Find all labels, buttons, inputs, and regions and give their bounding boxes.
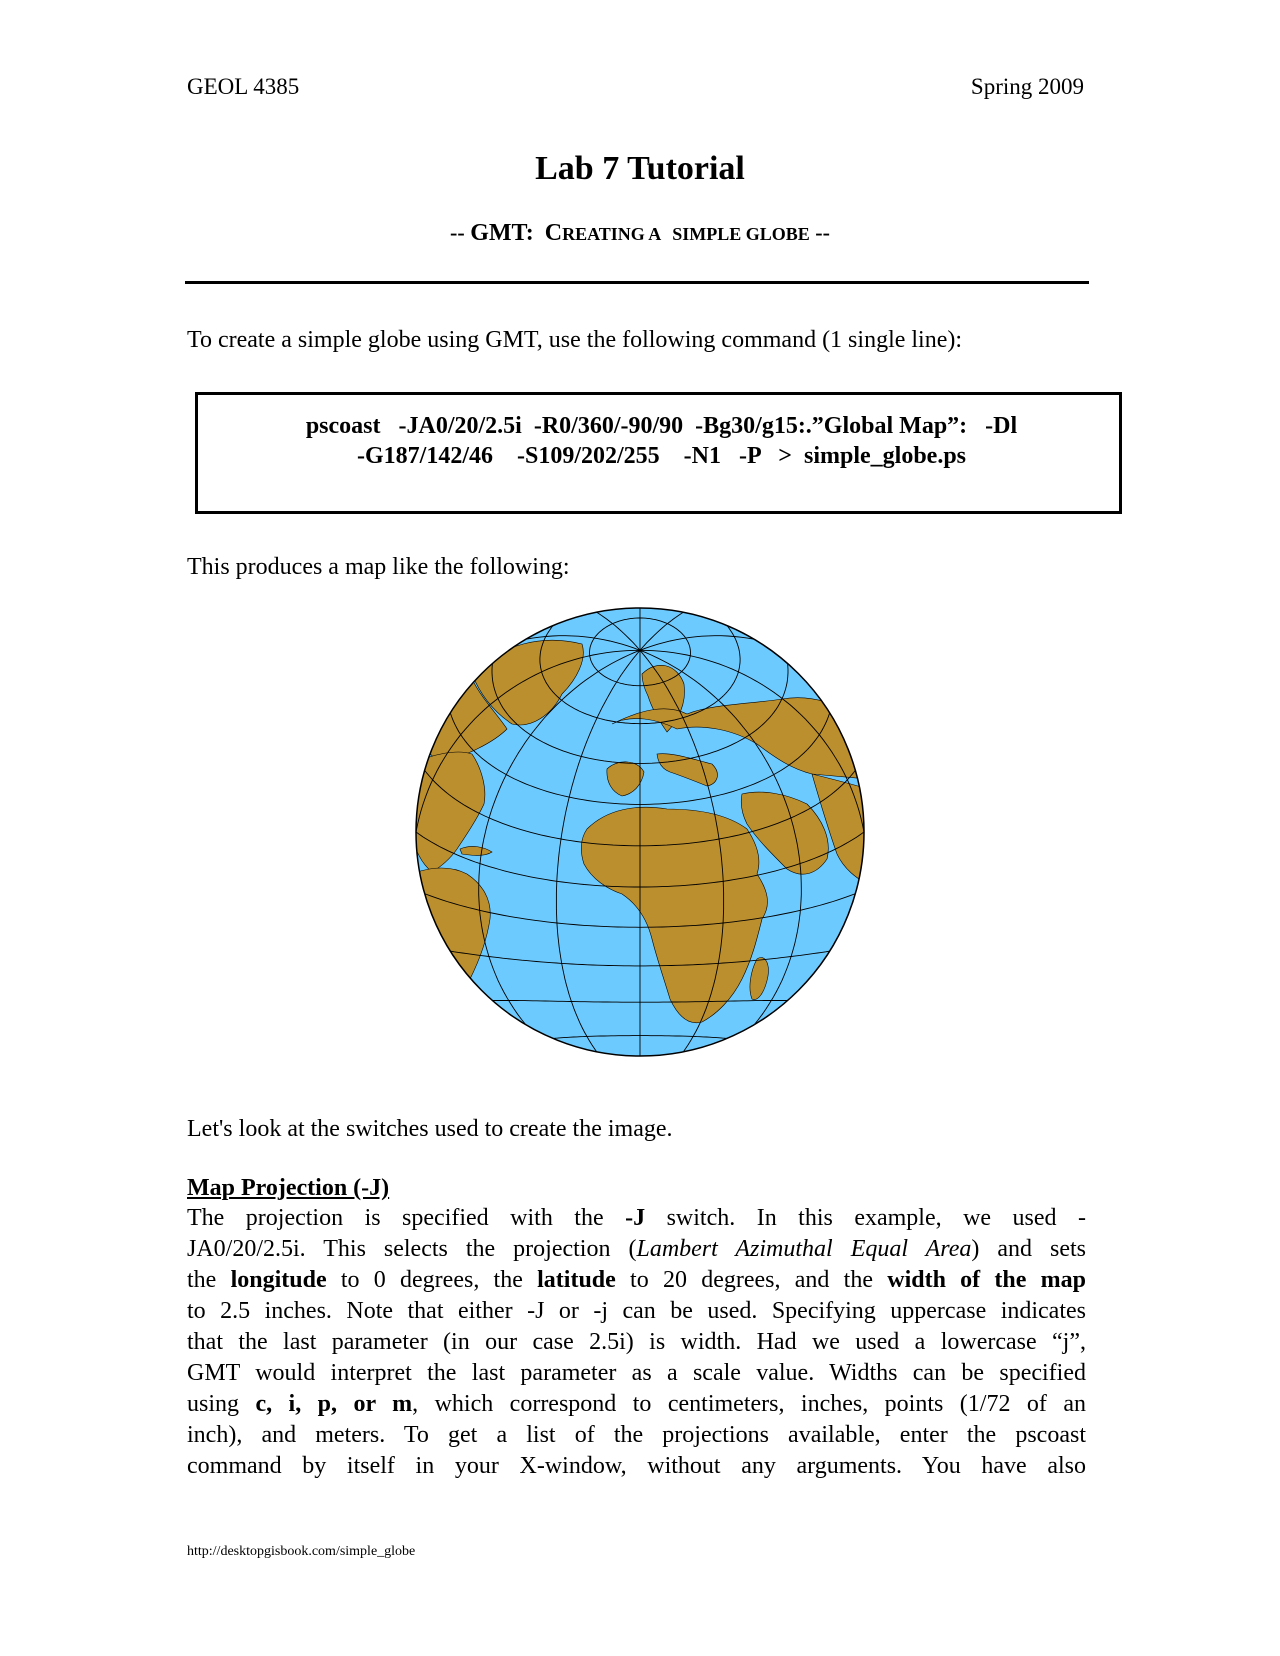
body-line bbox=[187, 1203, 1086, 1234]
page-title: Lab 7 Tutorial bbox=[535, 150, 745, 187]
term: Spring 2009 bbox=[970, 74, 1084, 99]
subtitle-gmt: GMT: bbox=[470, 220, 534, 246]
body-line bbox=[187, 1296, 1086, 1327]
subtitle-simple-globe: SIMPLE GLOBE bbox=[672, 224, 810, 244]
body-text-span: to 0 degrees, the bbox=[326, 1267, 538, 1293]
body-line bbox=[187, 1389, 1086, 1420]
subtitle-prefix: -- bbox=[450, 220, 471, 245]
body-line bbox=[187, 1234, 1086, 1265]
body-text-span: JA0/20/2.5i. This selects the projection ( bbox=[187, 1236, 637, 1262]
body-text-span: ) and sets bbox=[971, 1236, 1086, 1262]
body-line bbox=[187, 1451, 1086, 1482]
body-text-span: switch. In this example, we used - bbox=[645, 1205, 1087, 1231]
body-text-span: width of the map bbox=[887, 1267, 1087, 1293]
section-heading: Map Projection (-J) bbox=[187, 1175, 390, 1201]
subtitle bbox=[0, 220, 1280, 247]
body-text-span: The projection is specified with the bbox=[187, 1205, 626, 1231]
subtitle-suffix: -- bbox=[809, 220, 830, 245]
body-text-span: to 2.5 inches. Note that either -J or -j can be used. Specifying uppercase indicates bbox=[187, 1298, 1086, 1324]
body-line bbox=[187, 1358, 1086, 1389]
body-text-span: c, i, p, or m bbox=[255, 1391, 413, 1417]
body-line bbox=[187, 1327, 1086, 1358]
subtitle-creating: REATING A bbox=[562, 224, 662, 244]
body-text-span: , which correspond to centimeters, inches, points (1/72 of an bbox=[412, 1391, 1086, 1417]
body-line bbox=[187, 1265, 1086, 1296]
body-text-span: to 20 degrees, and the bbox=[615, 1267, 888, 1293]
body-text-span: latitude bbox=[537, 1267, 616, 1293]
footer-url: http://desktopgisbook.com/simple_globe bbox=[187, 1544, 416, 1559]
body-text-span: command by itself in your X-window, without any arguments. You have also bbox=[187, 1453, 1086, 1479]
subtitle-c: C bbox=[544, 220, 563, 246]
body-text-span: GMT would interpret the last parameter as a scale value. Widths can be specified bbox=[187, 1360, 1086, 1386]
course-code: GEOL 4385 bbox=[187, 74, 300, 99]
section-body bbox=[187, 1203, 1086, 1482]
produces-text: This produces a map like the following: bbox=[187, 554, 570, 580]
body-text-span: longitude bbox=[230, 1267, 327, 1293]
globe-map bbox=[412, 604, 868, 1060]
body-text-span: that the last parameter (in our case 2.5i) is width. Had we used a lowercase “j”, bbox=[187, 1329, 1086, 1355]
body-text-span: the bbox=[187, 1267, 231, 1293]
body-text-span: Lambert Azimuthal Equal Area bbox=[636, 1236, 972, 1262]
command-box bbox=[195, 392, 1122, 514]
body-text-span: inch), and meters. To get a list of the projections available, enter the pscoast bbox=[187, 1422, 1086, 1448]
command-line-2: -G187/142/46 -S109/202/255 -N1 -P > simple_globe.ps bbox=[356, 443, 967, 469]
body-line bbox=[187, 1420, 1086, 1451]
command-line-1: pscoast -JA0/20/2.5i -R0/360/-90/90 -Bg30/g15:.”Global Map”: -Dl bbox=[305, 413, 1018, 439]
lets-look-text: Let's look at the switches used to create the image. bbox=[187, 1116, 673, 1142]
body-text-span: -J bbox=[625, 1205, 646, 1231]
title-divider bbox=[185, 281, 1089, 284]
intro-text: To create a simple globe using GMT, use the following command (1 single line): bbox=[187, 327, 963, 353]
body-text-span: using bbox=[187, 1391, 256, 1417]
